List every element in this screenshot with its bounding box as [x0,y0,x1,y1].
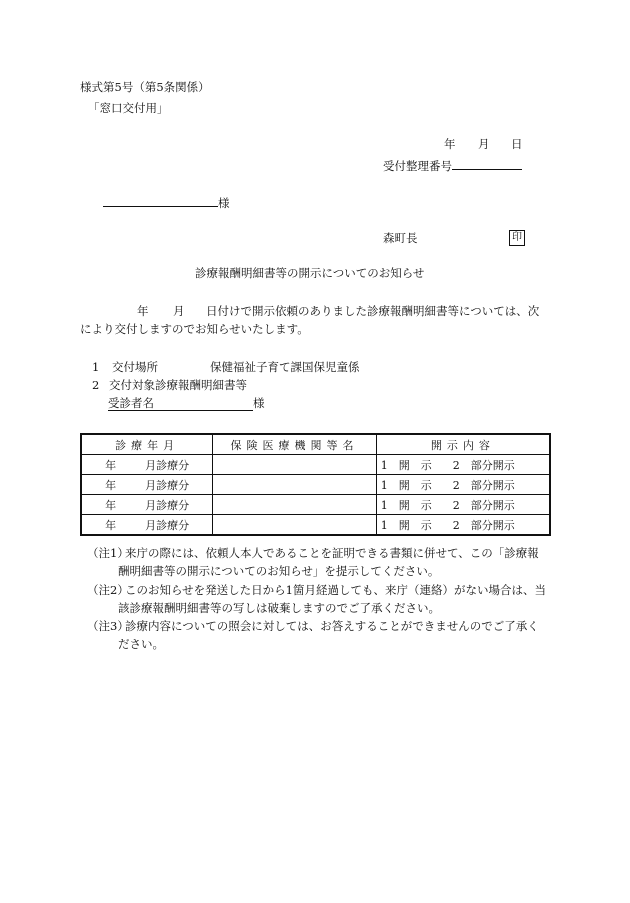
note-2 [87,585,546,614]
issuer-name: 森町長 [383,231,418,245]
item-1-value: 保健福祉子育て課国保児童係 [209,360,360,374]
item-2-number: 2 [92,378,100,392]
reception-number [383,158,522,173]
institution-cell[interactable] [213,455,376,475]
disclosure-options-cell[interactable]: 1 開 示 2 部分開示 [376,495,550,515]
treatment-month-cell[interactable]: 年 月診療分 [81,455,213,475]
note-2-label: （注2） [87,583,129,597]
table-header-row [81,434,550,455]
table-row [81,495,550,515]
note-1-label: （注1） [87,546,129,560]
item-1 [92,362,359,374]
patient-name-field[interactable] [108,398,253,411]
item-2 [92,380,247,392]
institution-cell[interactable] [213,475,376,495]
treatment-month-cell[interactable]: 年 月診療分 [81,495,213,515]
form-number: 様式第5号（第5条関係） [80,80,210,94]
note-1 [87,548,539,577]
reception-number-label: 受付整理番号 [383,159,452,173]
disclosure-table [80,433,551,536]
institution-cell[interactable] [213,515,376,536]
note-2-line2: 該診療報酬明細書等の写しは破棄しますのでご了承ください。 [118,600,440,615]
reception-number-field[interactable] [452,158,522,170]
recipient-honorific: 様 [218,196,230,210]
table-row [81,515,550,536]
patient-honorific: 様 [253,396,265,410]
form-type: 「窓口交付用」 [88,101,169,115]
item-2-label: 交付対象診療報酬明細書等 [108,378,247,392]
recipient-name-field[interactable] [103,195,218,207]
disclosure-options-cell[interactable]: 1 開 示 2 部分開示 [376,515,550,536]
date-year: 年 [444,137,456,151]
table-row [81,475,550,495]
date-day: 日 [511,137,523,151]
patient-line [108,398,265,411]
item-1-label: 交付場所 [111,360,158,374]
item-1-number: 1 [92,360,100,374]
patient-label: 受診者名 [108,396,154,410]
body-line2: により交付しますのでお知らせいたします。 [80,322,309,336]
note-3-line1: 診療内容についての照会に対しては、お答えすることができませんのでご了承く [125,619,539,633]
note-1-line2: 酬明細書等の開示についてのお知らせ」を提示してください。 [118,563,440,578]
header-disclosure-content: 開示内容 [376,434,550,455]
header-institution: 保険医療機関等名 [213,434,376,455]
note-3-label: （注3） [87,619,129,633]
document-title: 診療報酬明細書等の開示についてのお知らせ [195,266,425,280]
institution-cell[interactable] [213,495,376,515]
table-row [81,455,550,475]
disclosure-options-cell[interactable]: 1 開 示 2 部分開示 [376,455,550,475]
note-3-line2: ださい。 [118,636,164,651]
treatment-month-cell[interactable]: 年 月診療分 [81,515,213,536]
note-1-line1: 来庁の際には、依頼人本人であることを証明できる書類に併せて、この「診療報 [125,546,539,560]
seal-mark: 印 [509,230,525,246]
disclosure-options-cell[interactable]: 1 開 示 2 部分開示 [376,475,550,495]
note-2-line1: このお知らせを発送した日から1箇月経過しても、来庁（連絡）がない場合は、当 [125,583,546,597]
recipient [103,195,230,210]
note-3 [87,621,539,650]
header-treatment-month: 診療年月 [81,434,213,455]
body-year: 年 [137,304,149,318]
treatment-month-cell[interactable]: 年 月診療分 [81,475,213,495]
body-month: 月 [173,304,185,318]
date-month: 月 [478,137,490,151]
body-line1: 日付けで開示依頼のありました診療報酬明細書等については、次 [206,304,540,318]
